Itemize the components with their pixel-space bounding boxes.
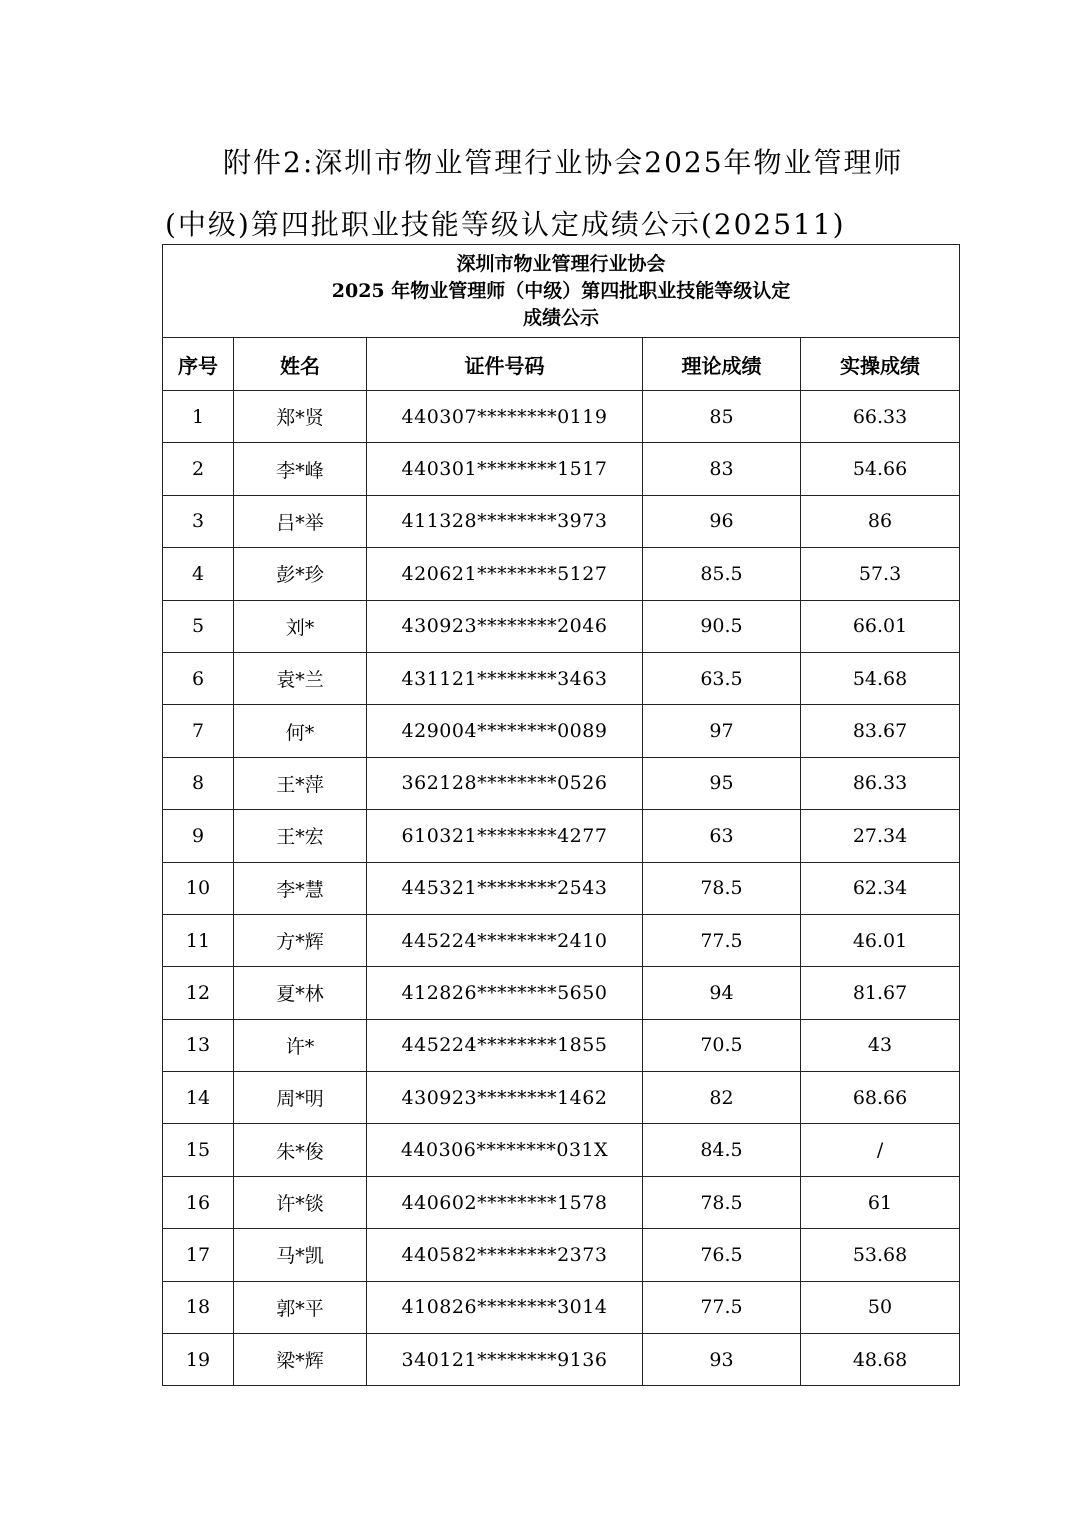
cell-practical-score: 68.66 xyxy=(801,1072,960,1124)
document-title: 附件2:深圳市物业管理行业协会2025年物业管理师(中级)第四批职业技能等级认定成绩公示(202511) xyxy=(165,146,904,241)
cell-practical-score: 53.68 xyxy=(801,1229,960,1281)
cell-name: 许*锬 xyxy=(234,1176,367,1228)
cell-practical-score: 81.67 xyxy=(801,967,960,1019)
cell-id-number: 420621********5127 xyxy=(367,548,643,600)
cell-index: 16 xyxy=(163,1176,234,1228)
cell-index: 14 xyxy=(163,1072,234,1124)
cell-practical-score: 66.01 xyxy=(801,600,960,652)
cell-practical-score: 50 xyxy=(801,1281,960,1333)
cell-name: 梁*辉 xyxy=(234,1334,367,1386)
cell-name: 刘* xyxy=(234,600,367,652)
cell-theory-score: 97 xyxy=(643,705,801,757)
cell-id-number: 440307********0119 xyxy=(367,391,643,443)
table-row xyxy=(163,705,960,757)
cell-practical-score: 62.34 xyxy=(801,862,960,914)
cell-index: 3 xyxy=(163,495,234,547)
cell-theory-score: 63 xyxy=(643,810,801,862)
cell-index: 5 xyxy=(163,600,234,652)
table-row xyxy=(163,548,960,600)
cell-index: 12 xyxy=(163,967,234,1019)
cell-name: 许* xyxy=(234,1019,367,1071)
cell-id-number: 429004********0089 xyxy=(367,705,643,757)
cell-name: 朱*俊 xyxy=(234,1124,367,1176)
table-row xyxy=(163,967,960,1019)
cell-theory-score: 84.5 xyxy=(643,1124,801,1176)
table-row xyxy=(163,1019,960,1071)
cell-theory-score: 96 xyxy=(643,495,801,547)
cell-name: 李*峰 xyxy=(234,443,367,495)
caption-line-3: 成绩公示 xyxy=(523,306,600,329)
table-row xyxy=(163,443,960,495)
cell-index: 9 xyxy=(163,810,234,862)
cell-practical-score: 86.33 xyxy=(801,757,960,809)
table-row xyxy=(163,1229,960,1281)
cell-id-number: 411328********3973 xyxy=(367,495,643,547)
cell-theory-score: 83 xyxy=(643,443,801,495)
cell-name: 彭*珍 xyxy=(234,548,367,600)
cell-id-number: 410826********3014 xyxy=(367,1281,643,1333)
cell-practical-score: 83.67 xyxy=(801,705,960,757)
cell-id-number: 445224********2410 xyxy=(367,914,643,966)
score-table xyxy=(162,244,960,1386)
cell-theory-score: 95 xyxy=(643,757,801,809)
cell-theory-score: 82 xyxy=(643,1072,801,1124)
table-header-row xyxy=(163,338,960,391)
cell-id-number: 445321********2543 xyxy=(367,862,643,914)
table-row xyxy=(163,810,960,862)
cell-name: 王*萍 xyxy=(234,757,367,809)
cell-practical-score: 48.68 xyxy=(801,1334,960,1386)
cell-name: 马*凯 xyxy=(234,1229,367,1281)
cell-id-number: 430923********2046 xyxy=(367,600,643,652)
header-id-number: 证件号码 xyxy=(367,338,643,391)
cell-index: 8 xyxy=(163,757,234,809)
cell-practical-score: 86 xyxy=(801,495,960,547)
cell-index: 17 xyxy=(163,1229,234,1281)
cell-name: 何* xyxy=(234,705,367,757)
cell-id-number: 440301********1517 xyxy=(367,443,643,495)
cell-name: 王*宏 xyxy=(234,810,367,862)
cell-id-number: 445224********1855 xyxy=(367,1019,643,1071)
cell-id-number: 412826********5650 xyxy=(367,967,643,1019)
header-name: 姓名 xyxy=(234,338,367,391)
table-row xyxy=(163,600,960,652)
cell-index: 10 xyxy=(163,862,234,914)
cell-practical-score: 43 xyxy=(801,1019,960,1071)
cell-id-number: 610321********4277 xyxy=(367,810,643,862)
table-row xyxy=(163,1176,960,1228)
cell-theory-score: 94 xyxy=(643,967,801,1019)
cell-name: 李*慧 xyxy=(234,862,367,914)
table-body xyxy=(163,391,960,1386)
cell-name: 郑*贤 xyxy=(234,391,367,443)
table-row xyxy=(163,1124,960,1176)
cell-theory-score: 78.5 xyxy=(643,1176,801,1228)
cell-index: 18 xyxy=(163,1281,234,1333)
cell-id-number: 431121********3463 xyxy=(367,652,643,704)
cell-practical-score: 61 xyxy=(801,1176,960,1228)
cell-theory-score: 90.5 xyxy=(643,600,801,652)
cell-index: 1 xyxy=(163,391,234,443)
cell-index: 4 xyxy=(163,548,234,600)
cell-practical-score: 57.3 xyxy=(801,548,960,600)
caption-line-1: 深圳市物业管理行业协会 xyxy=(456,252,666,275)
table-row xyxy=(163,495,960,547)
cell-index: 13 xyxy=(163,1019,234,1071)
cell-practical-score: 46.01 xyxy=(801,914,960,966)
header-theory-score: 理论成绩 xyxy=(643,338,801,391)
cell-practical-score: 66.33 xyxy=(801,391,960,443)
table-row xyxy=(163,1072,960,1124)
cell-theory-score: 70.5 xyxy=(643,1019,801,1071)
table-caption xyxy=(163,245,960,338)
table-row xyxy=(163,652,960,704)
cell-name: 吕*举 xyxy=(234,495,367,547)
cell-id-number: 362128********0526 xyxy=(367,757,643,809)
cell-name: 郭*平 xyxy=(234,1281,367,1333)
cell-name: 周*明 xyxy=(234,1072,367,1124)
table-row xyxy=(163,1334,960,1386)
cell-theory-score: 77.5 xyxy=(643,1281,801,1333)
cell-practical-score: 54.66 xyxy=(801,443,960,495)
cell-theory-score: 76.5 xyxy=(643,1229,801,1281)
cell-index: 11 xyxy=(163,914,234,966)
cell-index: 15 xyxy=(163,1124,234,1176)
cell-theory-score: 85.5 xyxy=(643,548,801,600)
cell-practical-score: / xyxy=(801,1124,960,1176)
caption-line-2: 2025 年物业管理师（中级）第四批职业技能等级认定 xyxy=(331,279,791,302)
cell-index: 6 xyxy=(163,652,234,704)
cell-name: 方*辉 xyxy=(234,914,367,966)
cell-id-number: 440602********1578 xyxy=(367,1176,643,1228)
cell-theory-score: 63.5 xyxy=(643,652,801,704)
cell-name: 袁*兰 xyxy=(234,652,367,704)
table-row xyxy=(163,757,960,809)
cell-theory-score: 85 xyxy=(643,391,801,443)
table-row xyxy=(163,1281,960,1333)
cell-index: 19 xyxy=(163,1334,234,1386)
cell-index: 2 xyxy=(163,443,234,495)
table-row xyxy=(163,914,960,966)
header-index: 序号 xyxy=(163,338,234,391)
cell-practical-score: 54.68 xyxy=(801,652,960,704)
cell-id-number: 440582********2373 xyxy=(367,1229,643,1281)
cell-theory-score: 78.5 xyxy=(643,862,801,914)
cell-id-number: 340121********9136 xyxy=(367,1334,643,1386)
table-row xyxy=(163,862,960,914)
cell-id-number: 430923********1462 xyxy=(367,1072,643,1124)
cell-theory-score: 77.5 xyxy=(643,914,801,966)
cell-theory-score: 93 xyxy=(643,1334,801,1386)
cell-practical-score: 27.34 xyxy=(801,810,960,862)
header-practical-score: 实操成绩 xyxy=(801,338,960,391)
cell-name: 夏*林 xyxy=(234,967,367,1019)
cell-index: 7 xyxy=(163,705,234,757)
table-row xyxy=(163,391,960,443)
cell-id-number: 440306********031X xyxy=(367,1124,643,1176)
